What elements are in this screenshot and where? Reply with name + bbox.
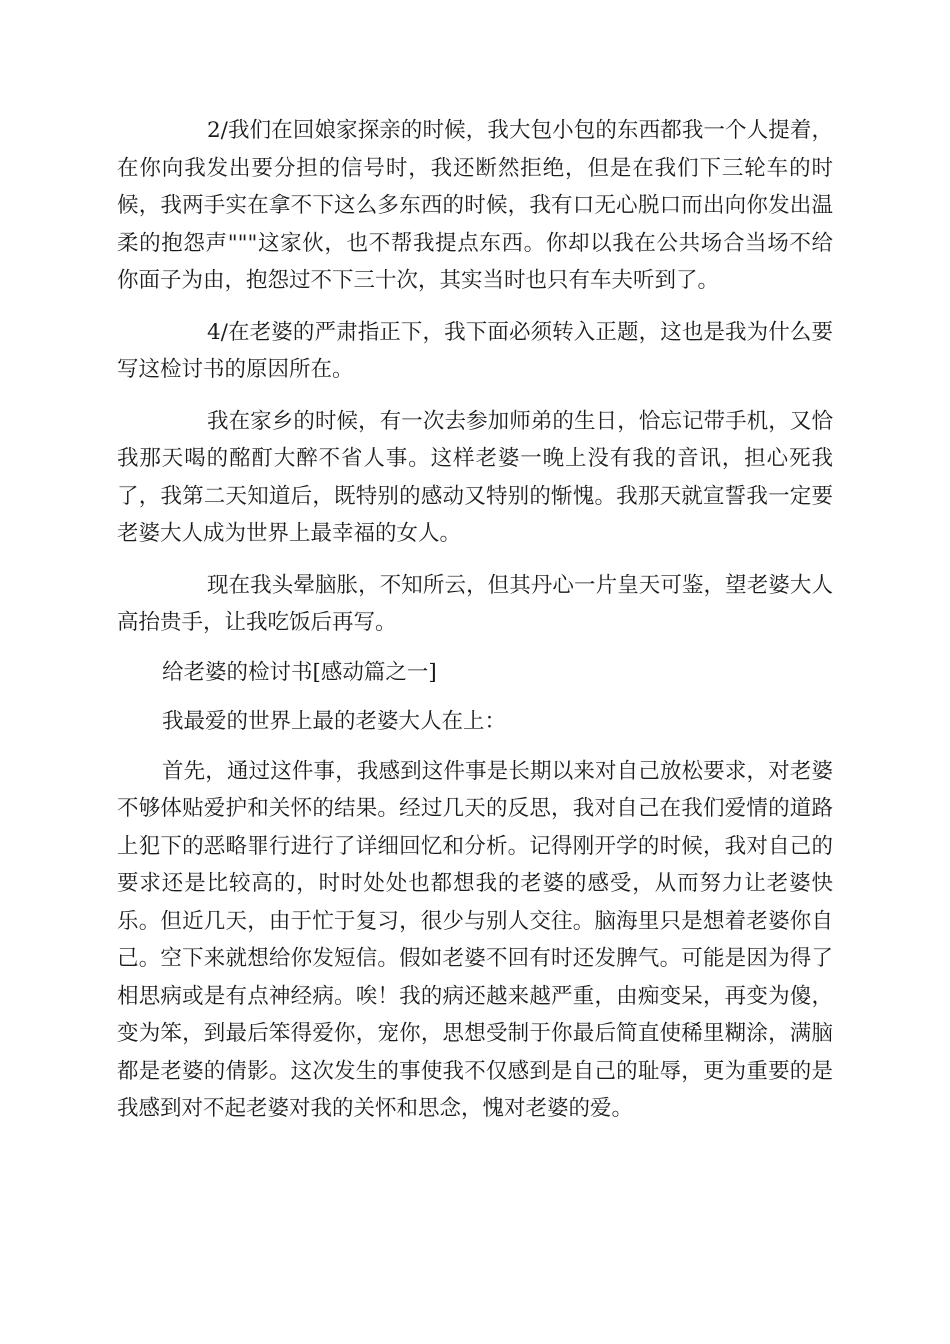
salutation: 我最爱的世界上最的老婆大人在上： <box>162 709 507 734</box>
document-body <box>117 112 833 1128</box>
paragraph-closing-note: 现在我头晕脑胀，不知所云，但其丹心一片皇天可鉴，望老婆大人高抬贵手，让我吃饭后再写。 <box>117 572 833 635</box>
paragraph-reflection: 首先，通过这件事，我感到这件事是长期以来对自己放松要求，对老婆不够体贴爱护和关怀的结果。经过几天的反思，我对自己在我们爱情的道路上犯下的恶略罪行进行了详细回忆和分析。记得刚开学的时候，我对自己的要求还是比较高的，时时处处也都想我的老婆的感受，从而努力让老婆快乐。但近几天，由于忙于复习，很少与别人交往。脑海里只是想着老婆你自己。空下来就想给你发短信。假如老婆不回有时还发脾气。可能是因为得了相思病或是有点神经病。唉！我的病还越来越严重，由痴变呆，再变为傻，变为笨，到最后笨得爱你，宠你，思想受制于你最后简直使稀里糊涂，满脑都是老婆的倩影。这次发生的事使我不仅感到是自己的耻辱，更为重要的是我感到对不起老婆对我的关怀和思念，愧对老婆的爱。 <box>117 758 833 1121</box>
paragraph-4-main-topic: 4/在老婆的严肃指正下，我下面必须转入正题，这也是我为什么要写这检讨书的原因所在。 <box>117 319 833 382</box>
section-heading: 给老婆的检讨书[感动篇之一] <box>162 659 437 685</box>
paragraph-2-return-visit: 2/我们在回娘家探亲的时候，我大包小包的东西都我一个人提着，在你向我发出要分担的信号时，我还断然拒绝，但是在我们下三轮车的时候，我两手实在拿不下这么多东西的时候，我有口无心脱口而出向你发出温柔的抱怨声"""这家伙，也不帮我提点东西。你却以我在公共场合当场不给你面子为由，抱怨过不下三十次，其实当时也只有车夫听到了。 <box>117 118 833 293</box>
paragraph-hometown-story: 我在家乡的时候，有一次去参加师弟的生日，恰忘记带手机，又恰我那天喝的酩酊大醉不省人事。这样老婆一晚上没有我的音讯，担心死我了，我第二天知道后，既特别的感动又特别的惭愧。我那天就宣誓我一定要老婆大人成为世界上最幸福的女人。 <box>117 408 833 546</box>
